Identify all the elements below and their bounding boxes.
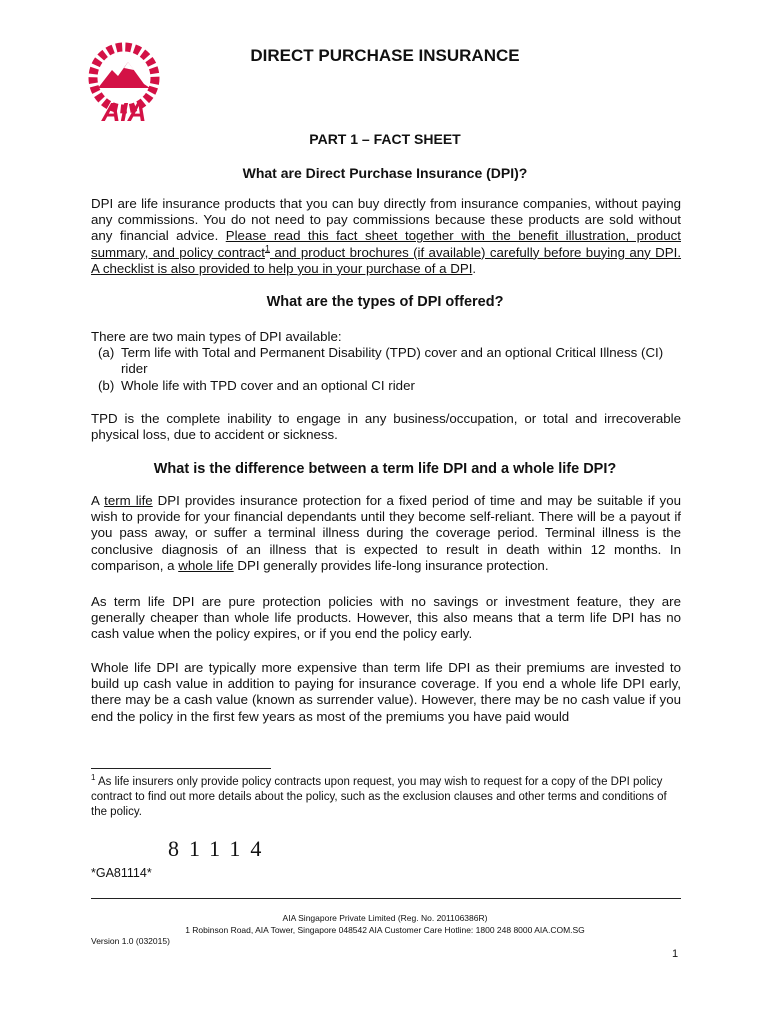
section1-underlined-1: Please read this fact sheet together with the benefit illustration, product summary, and policy contract <box>91 228 681 260</box>
barcode-code: *GA81114* <box>91 866 152 880</box>
footnote-divider <box>91 768 271 769</box>
footnote: $^1$ As life insurers only provide policy contracts upon request, you may wish to request for a copy of the DPI policy contract to find out more details about the policy, such as the exclusion clauses and other terms and conditions of the policy. <box>91 773 667 818</box>
list-item: (b) Whole life with TPD cover and an optional CI rider <box>98 377 415 393</box>
whole-life-term: whole life <box>178 557 234 573</box>
section2-heading: What are the types of DPI offered? <box>266 294 504 310</box>
barcode-digits: 81114 <box>168 836 272 861</box>
section1-text: DPI are life insurance products that you can buy directly from insurance companies, without paying any commissions. You do not need to pay commissions because these products are sold without any financial advice. <box>91 196 681 244</box>
section2-list-block <box>91 329 681 394</box>
document-title: DIRECT PURCHASE INSURANCE <box>250 46 520 65</box>
list-item: (a) Term life with Total and Permanent Disability (TPD) cover and an optional Critical Illness (CI) rider <box>98 345 664 377</box>
dpi-types-list <box>91 345 681 394</box>
company-name: AIA Singapore Private Limited (Reg. No. 201106386R) <box>282 913 488 923</box>
footer-company-info <box>0 912 770 936</box>
page-number: 1 <box>672 948 679 960</box>
section3-paragraph-2: As term life DPI are pure protection policies with no savings or investment feature, they are generally cheaper than whole life products. However, this also means that a term life DPI has no cash value when the policy expires, or if you end the policy early. <box>91 594 681 642</box>
section1-heading: What are Direct Purchase Insurance (DPI)? <box>242 165 528 181</box>
part-heading: PART 1 – FACT SHEET <box>309 131 461 147</box>
section3-paragraph-3: Whole life DPI are typically more expensive than term life DPI as their premiums are invested to build up cash value in addition to paying for insurance coverage. If you end a whole life DPI early, there may be a cash value (known as surrender value). However, there may be no cash value if you end the policy in the first few years as most of the premiums you have paid would <box>91 660 681 724</box>
section3-paragraph-1: A term life DPI provides insurance protection for a fixed period of time and may be suitable if you wish to provide for your financial dependants until they become self-reliant. There will be a payout if you pass away, or suffer a terminal illness during the coverage period. Terminal illness is the conclusive diagnosis of an illness that is expected to result in death within 12 months. In comparison, a whole life DPI generally provides life-long insurance protection. <box>91 493 681 573</box>
term-life-term: term life <box>104 493 153 508</box>
company-address: 1 Robinson Road, AIA Tower, Singapore 048542 AIA Customer Care Hotline: 1800 248 8000 AIA.COM.SG <box>185 925 585 935</box>
section3-heading: What is the difference between a term life DPI and a whole life DPI? <box>153 461 617 477</box>
version-label: Version 1.0 (032015) <box>91 936 170 946</box>
section1-underlined-2: and product brochures (if available) carefully before buying any DPI. A checklist is also provided to help you in your purchase of a DPI <box>91 244 682 276</box>
logo-text: AIA <box>101 97 147 126</box>
section1-end: . <box>472 260 477 276</box>
footer-divider <box>91 898 681 899</box>
footnote-ref: 1 <box>264 243 270 254</box>
tpd-definition: TPD is the complete inability to engage in any business/occupation, or total and irrecoverable physical loss, due to accident or sickness. <box>91 411 681 443</box>
section2-intro: There are two main types of DPI available: <box>91 329 342 344</box>
section1-paragraph <box>91 196 681 277</box>
